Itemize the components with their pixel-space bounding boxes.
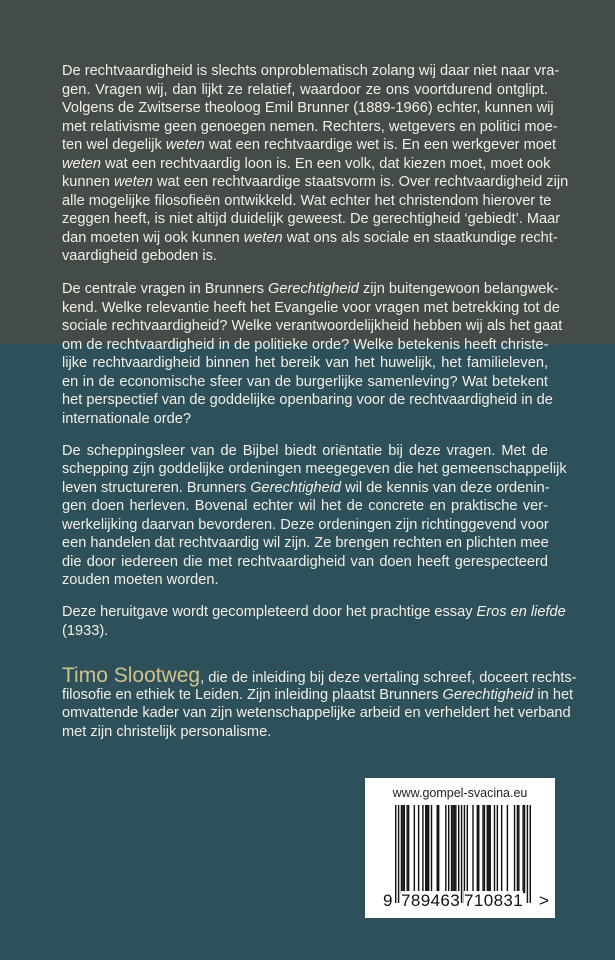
- barcode-bar: [507, 805, 508, 893]
- barcode-bar: [530, 805, 531, 903]
- text-line: [62, 723, 548, 742]
- text-line: [62, 317, 563, 336]
- text-segment: vaardigheid geboden is.: [62, 248, 217, 264]
- barcode-bar: [455, 805, 456, 893]
- barcode-bar: [458, 805, 459, 893]
- italic-text: Gerechtigheid: [250, 479, 342, 496]
- barcode-bar: [401, 805, 402, 893]
- italic-text: weten: [243, 229, 283, 246]
- text-segment: lijke rechtvaardigheid binnen het bereik van het huwelijk, het familieleven,: [62, 355, 548, 371]
- text-segment: in het: [533, 686, 574, 703]
- text-line: [62, 391, 553, 410]
- text-segment: internationale orde?: [62, 410, 192, 427]
- text-line: [62, 118, 558, 137]
- barcode-bar: [467, 805, 468, 893]
- publisher-url: www.gompel-svacina.eu: [392, 786, 528, 800]
- text-line: [62, 410, 548, 429]
- barcode-bar: [418, 805, 419, 893]
- text-segment: met relativisme geen genoegen nemen. Rechters, wetgevers en politici moe-: [62, 118, 558, 135]
- barcode-bar: [488, 805, 489, 893]
- text-segment: omvattende kader van zijn wetenschappelijke arbeid en verheldert het verband: [62, 705, 571, 721]
- barcode-bar: [402, 805, 403, 893]
- italic-text: weten: [165, 137, 205, 153]
- back-cover-text: [62, 62, 577, 741]
- text-segment: wat een rechtvaardige staatsvorm is. Over rechtvaardigheid zijn: [152, 174, 569, 190]
- text-line: [62, 210, 561, 229]
- barcode-bar: [518, 805, 519, 893]
- text-line: [62, 622, 548, 641]
- barcode-bar: [464, 805, 465, 903]
- barcode-bar: [414, 805, 415, 893]
- barcode-bar: [437, 805, 438, 893]
- barcode-panel: [365, 778, 555, 918]
- text-line: [62, 373, 548, 392]
- italic-text: weten: [62, 155, 101, 172]
- text-line: [62, 247, 548, 266]
- text-segment: De centrale vragen in Brunners: [62, 281, 269, 297]
- text-line: [62, 534, 548, 553]
- barcode-bar: [428, 805, 429, 893]
- text-segment: om de rechtvaardigheid in de politieke orde? Welke betekenis heeft christe-: [62, 336, 549, 353]
- text-line: [62, 516, 548, 535]
- barcode-bar: [408, 805, 409, 893]
- text-segment: werkelijking daarvan bevorderen. Deze ordeningen zijn richtinggevend voor: [62, 516, 549, 533]
- description-paragraph: [62, 280, 563, 428]
- barcode-bar: [454, 805, 455, 893]
- text-line: [62, 299, 560, 318]
- isbn-first-digit: 9: [383, 891, 393, 910]
- text-segment: schepping zijn goddelijke ordeningen meegegeven die het gemeenschappelijk: [62, 461, 567, 477]
- text-line: [62, 280, 559, 299]
- barcode-bar: [461, 805, 462, 903]
- text-line: [62, 155, 551, 174]
- barcode-bar: [404, 805, 405, 893]
- text-segment: het perspectief van de goddelijke openbaring voor de rechtvaardigheid in de: [62, 392, 553, 408]
- italic-text: weten: [113, 174, 153, 190]
- barcode-bar: [522, 805, 523, 893]
- barcode-bar: [482, 805, 483, 893]
- description-paragraph: [62, 62, 569, 266]
- text-segment: wat een rechtvaardige wet is. En een werkgever moet: [204, 137, 557, 153]
- barcode-bar: [489, 805, 490, 893]
- text-segment: kunnen: [62, 174, 114, 190]
- description-paragraph: [62, 442, 567, 590]
- barcode-bar: [451, 805, 452, 893]
- text-segment: leven structureren. Brunners: [62, 479, 251, 496]
- text-line: [62, 553, 548, 572]
- text-segment: die door iedereen die met rechtvaardigheid van doen heeft gerespecteerd: [62, 553, 548, 570]
- text-line: [62, 442, 548, 461]
- text-segment: alle mogelijke filosofieën ontwikkeld. Wat echter het christendom hierover te: [62, 192, 552, 209]
- text-segment: De scheppingsleer van de Bijbel biedt oriëntatie bij deze vragen. Met de: [62, 442, 548, 459]
- text-segment: ten wel degelijk: [62, 137, 166, 153]
- barcode-bar: [398, 805, 399, 903]
- barcode-bar: [494, 805, 495, 893]
- text-line: [62, 173, 569, 192]
- italic-text: Gerechtigheid: [442, 686, 534, 703]
- barcode-bar: [426, 805, 427, 893]
- barcode-bar: [514, 805, 515, 893]
- text-segment: zouden moeten worden.: [62, 572, 219, 588]
- text-segment: filosofie en ethiek te Leiden. Zijn inleiding plaatst Brunners: [62, 686, 443, 703]
- barcode-bar: [524, 805, 525, 893]
- text-segment: kend. Welke relevantie heeft het Evangelie voor vragen met betrekking tot de: [62, 299, 560, 316]
- text-line: [62, 571, 548, 590]
- barcode-bar: [406, 805, 407, 893]
- barcode-bar: [431, 805, 432, 893]
- isbn-right-digits: 710831: [464, 891, 524, 910]
- text-segment: een handelen dat rechtvaardig wil zijn. Ze brengen rechten en plichten mee: [62, 535, 549, 551]
- barcode-bar: [472, 805, 473, 893]
- barcode-bar: [395, 805, 396, 903]
- text-segment: De rechtvaardigheid is slechts onproblematisch zolang wij daar niet naar vra-: [62, 63, 560, 79]
- text-line: [62, 81, 548, 100]
- barcode-bar: [484, 805, 485, 893]
- text-segment: zeggen heeft, is niet altijd duidelijk geweest. De gerechtigheid ‘gebiedt’. Maar: [62, 211, 561, 227]
- text-line: [62, 704, 571, 723]
- text-line: [62, 664, 577, 687]
- isbn-left-digits: 789463: [401, 891, 461, 910]
- text-line: [62, 192, 552, 211]
- barcode-bar: [438, 805, 439, 893]
- italic-text: Eros en liefde: [476, 604, 566, 620]
- barcode-bar: [517, 805, 518, 893]
- description-paragraph: [62, 603, 566, 640]
- barcode-bar: [477, 805, 478, 893]
- text-segment: sociale rechtvaardigheid? Welke verantwoordelijkheid hebben wij als het gaat: [62, 318, 563, 334]
- barcode-bar: [487, 805, 488, 893]
- barcode-bar: [501, 805, 502, 893]
- text-line: [62, 354, 548, 373]
- barcode-bar: [422, 805, 423, 893]
- italic-text: Gerechtigheid: [268, 281, 359, 297]
- text-segment: wat een rechtvaardig loon is. En een volk, dat kiezen moet, moet ook: [100, 155, 551, 172]
- text-segment: met zijn christelijk personalisme.: [62, 723, 272, 740]
- text-segment: Volgens de Zwitserse theoloog Emil Brunner (1889-1966) echter, kunnen wij: [62, 100, 554, 116]
- text-line: [62, 62, 560, 81]
- text-line: [62, 479, 548, 498]
- barcode-bar: [452, 805, 453, 893]
- text-segment: wil de kennis van deze ordenin-: [341, 479, 550, 496]
- text-line: [62, 686, 574, 705]
- text-segment: (1933).: [62, 622, 109, 639]
- text-segment: gen. Vragen wij, dan lijkt ze relatief, waardoor ze ons voortdurend ontglipt.: [62, 81, 548, 98]
- text-segment: gen doen herleven. Bovenal echter wil het de concrete en praktische ver-: [62, 498, 548, 514]
- barcode-bar: [478, 805, 479, 893]
- text-segment: , die de inleiding bij deze vertaling schreef, doceert rechts-: [200, 670, 577, 686]
- text-line: [62, 497, 548, 516]
- isbn-barcode: [395, 805, 531, 903]
- quiet-zone-arrow: >: [539, 891, 549, 910]
- author-bio-paragraph: [62, 664, 577, 741]
- barcode-bar: [425, 805, 426, 893]
- author-name: Timo Slootweg: [62, 664, 201, 687]
- text-segment: en in de economische sfeer van de burgerlijke samenleving? Wat betekent: [62, 373, 548, 390]
- barcode-bar: [527, 805, 528, 903]
- text-line: [62, 336, 548, 355]
- barcode-bar: [445, 805, 446, 893]
- text-line: [62, 136, 557, 155]
- text-line: [62, 229, 558, 248]
- text-line: [62, 460, 567, 479]
- text-line: [62, 603, 566, 622]
- barcode-bar: [497, 805, 498, 893]
- text-segment: dan moeten wij ook kunnen: [62, 229, 244, 246]
- barcode-bar: [448, 805, 449, 893]
- text-segment: zijn buitengewoon belangwek-: [358, 281, 559, 297]
- text-line: [62, 99, 554, 118]
- text-segment: Deze heruitgave wordt gecompleteerd door het prachtige essay: [62, 604, 477, 620]
- text-segment: wat ons als sociale en staatkundige recht-: [282, 229, 558, 246]
